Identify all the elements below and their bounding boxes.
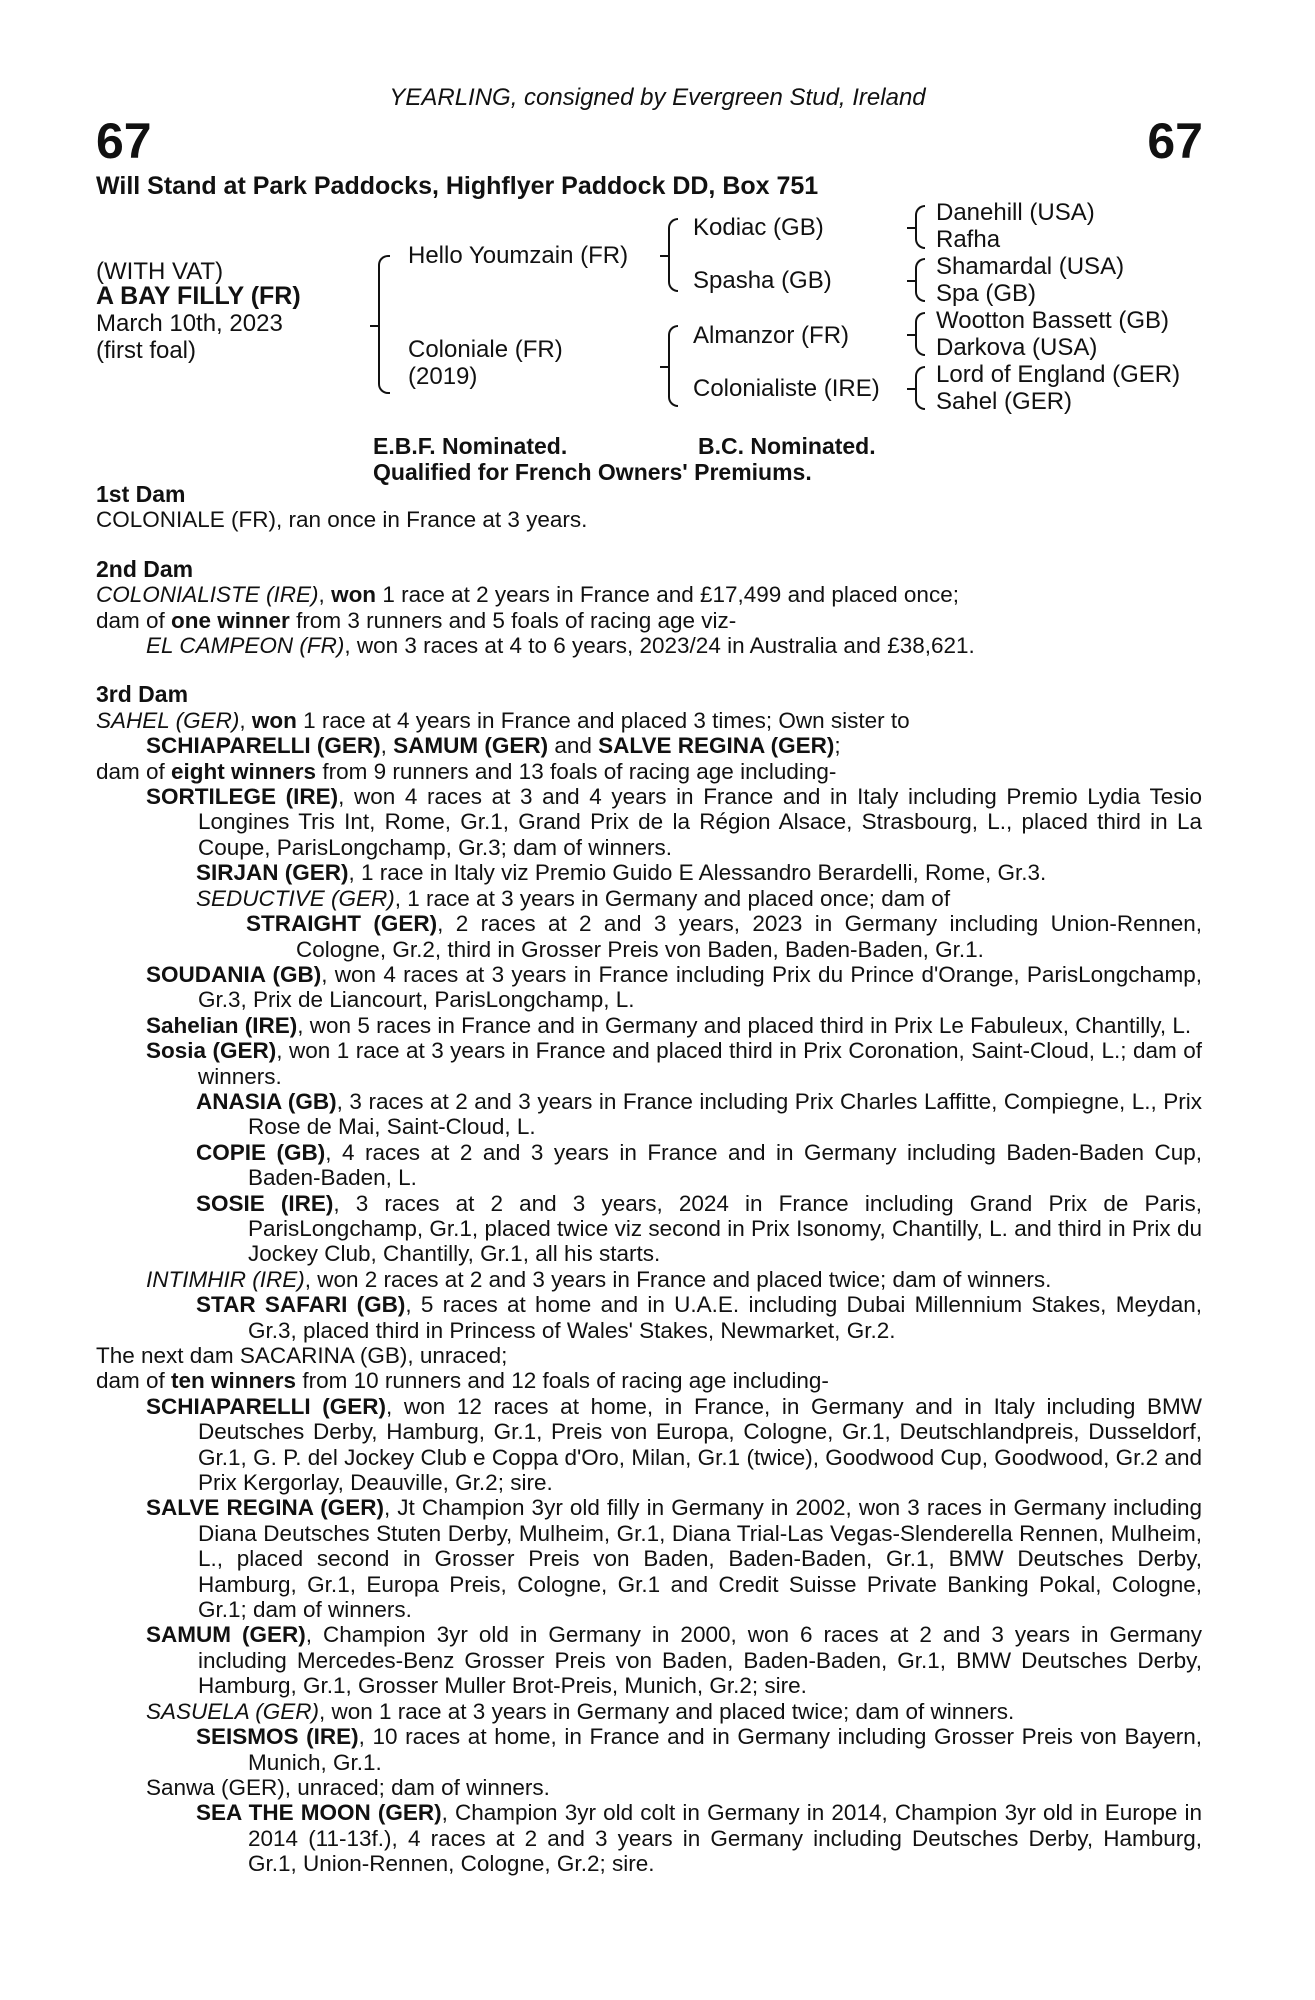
ggp-2: Rafha	[936, 226, 1001, 253]
produce-name: INTIMHIR (IRE)	[146, 1266, 305, 1292]
own-sisters	[96, 733, 1202, 758]
sire: Hello Youmzain (FR)	[408, 242, 629, 269]
ggp-8: Sahel (GER)	[936, 388, 1073, 415]
produce-entry	[96, 962, 1202, 1013]
catalogue-body	[96, 482, 1202, 1877]
produce-record: , won 1 race at 3 years in Germany and placed twice; dam of winners.	[318, 1698, 1015, 1724]
produce-record: , Jt Champion 3yr old filly in Germany in 2002, won 3 races in Germany including Diana Deutsches Stuten Derby, Mulheim, Gr.1, Diana Trial-Las Vegas-Slenderella Rennen, Mulheim, L., placed second in Grosser Preis von Baden, Baden-Baden, Gr.1, BMW Deutsches Derby, Hamburg, Gr.1, Europa Preis, Cologne, Gr.1 and Credit Suisse Private Banking Pokal, Cologne, Gr.1; dam of winners.	[198, 1495, 1202, 1623]
produce-name: SASUELA (GER)	[146, 1698, 319, 1724]
produce-record: , Champion 3yr old in Germany in 2000, won 6 races at 2 and 3 years in Germany including Mercedes-Benz Grosser Preis von Baden, Baden-Baden, Gr.1, BMW Deutsches Derby, Hamburg, Gr.1, Grosser Muller Brot-Preis, Munich, Gr.2; sire.	[198, 1622, 1203, 1699]
produce-entry	[96, 1013, 1202, 1038]
winners-count: ten winners	[171, 1368, 297, 1394]
produce-name: Sahelian (IRE)	[146, 1012, 298, 1038]
one-winner: one winner	[171, 607, 290, 633]
produce-name: Sosia (GER)	[146, 1038, 277, 1064]
produce-record: , 2 races at 2 and 3 years, 2023 in Germany including Union-Rennen, Cologne, Gr.2, third in Grosser Preis von Baden, Baden-Baden, Gr.1.	[296, 911, 1202, 962]
text-span: dam of	[96, 758, 172, 784]
second-dam-produce	[96, 633, 1202, 658]
ggp-3: Shamardal (USA)	[936, 253, 1125, 280]
produce-record: , won 3 races at 4 to 6 years, 2023/24 in Australia and £38,621.	[344, 633, 975, 659]
produce-name: SIRJAN (GER)	[196, 860, 349, 886]
produce-record: , Champion 3yr old colt in Germany in 2014, Champion 3yr old in Europe in 2014 (11-13f.), 4 races at 2 and 3 years in Germany including Deutsches Derby, Hamburg, Gr.1, Union-Rennen, Cologne, Gr.2; sire.	[248, 1800, 1202, 1877]
french-premiums: Qualified for French Owners' Premiums.	[373, 459, 812, 485]
produce-record: , 10 races at home, in France and in Germany including Grosser Preis von Bayern, Munich, Gr.1.	[248, 1724, 1202, 1775]
dam: Coloniale (FR)	[408, 336, 563, 363]
produce-name: SALVE REGINA (GER)	[146, 1495, 384, 1521]
ggp-brace-2	[915, 258, 925, 302]
produce-name: SOSIE (IRE)	[196, 1190, 334, 1216]
produce-entry: Sanwa (GER), unraced; dam of winners.	[146, 1774, 550, 1800]
ggp-6: Darkova (USA)	[936, 334, 1098, 361]
produce-entry	[96, 1292, 1202, 1343]
produce-record: , 3 races at 2 and 3 years in France including Prix Charles Laffitte, Compiegne, L., Prix Rose de Mai, Saint-Cloud, L.	[248, 1088, 1203, 1140]
produce-entry	[96, 1394, 1202, 1496]
produce-name: SEA THE MOON (GER)	[196, 1800, 442, 1826]
produce-entry	[96, 1622, 1202, 1698]
produce-entry	[96, 1800, 1202, 1876]
text-span: and	[548, 733, 599, 759]
first-dam-heading: 1st Dam	[96, 481, 186, 507]
produce-record: , won 2 races at 2 and 3 years in France and placed twice; dam of winners.	[304, 1266, 1052, 1292]
produce-entry	[96, 911, 1202, 962]
sibling-name: SALVE REGINA (GER)	[598, 733, 835, 759]
ggp-7: Lord of England (GER)	[936, 361, 1181, 388]
produce-name: SEISMOS (IRE)	[196, 1724, 359, 1750]
sire-brace	[668, 218, 678, 292]
text-span: from 3 runners and 5 foals of racing age viz-	[289, 607, 737, 633]
ggp-brace-1	[915, 205, 925, 249]
ggp-brace-3	[915, 312, 925, 356]
produce-entry	[96, 1191, 1202, 1267]
produce-name: SCHIAPARELLI (GER)	[146, 1393, 386, 1419]
produce-entry	[96, 1267, 1202, 1292]
text-span: dam of	[96, 1368, 172, 1394]
produce-entry	[96, 1038, 1202, 1089]
lot-number-left: 67	[96, 113, 152, 169]
produce-entry	[96, 1495, 1202, 1622]
produce-name: SORTILEGE (IRE)	[146, 784, 339, 810]
stand-location: Will Stand at Park Paddocks, Highflyer Paddock DD, Box 751	[96, 172, 819, 200]
sibling-name: SCHIAPARELLI (GER)	[146, 733, 381, 759]
foal-note: (first foal)	[96, 337, 197, 364]
foaling-date: March 10th, 2023	[96, 310, 283, 337]
second-dam-heading: 2nd Dam	[96, 555, 194, 582]
lot-number-right: 67	[1147, 113, 1203, 169]
second-dam-line-1: COLONIALISTE (IRE), won 1 race at 2 years in France and £17,499 and placed once;	[96, 582, 959, 608]
winners-count: eight winners	[171, 758, 317, 784]
produce-entry	[96, 784, 1202, 860]
ebf-nomination: E.B.F. Nominated.	[373, 433, 568, 459]
produce-record: , won 12 races at home, in France, in Germany and in Italy including BMW Deutsches Derby, Hamburg, Gr.1, Preis von Europa, Cologne, Gr.1, Deutschlandpreis, Dusseldorf, Gr.1, G. P. del Jockey Club e Coppa d'Oro, Milan, Gr.1 (twice), Goodwood Cup, Goodwood, Gr.2 and Prix Kergorlay, Deauville, Gr.2; sire.	[198, 1393, 1202, 1496]
second-dam-name: COLONIALISTE (IRE)	[96, 582, 319, 608]
third-dam-sahel: SAHEL (GER), won 1 race at 4 years in France and placed 3 times; Own sister to	[96, 707, 910, 733]
third-dam-heading: 3rd Dam	[96, 681, 189, 708]
second-dam-record: 1 race at 2 years in France and £17,499 and placed once;	[376, 582, 959, 608]
produce-name: COPIE (GB)	[196, 1139, 326, 1165]
text-span: from 10 runners and 12 foals of racing age including-	[296, 1368, 829, 1394]
second-dam-line-2	[96, 608, 1202, 633]
dam-brace	[668, 325, 678, 407]
text-span: dam of	[96, 607, 172, 633]
sire-dam: Spasha (GB)	[693, 267, 832, 294]
consignor-subtitle: YEARLING, consigned by Evergreen Stud, Ireland	[389, 84, 926, 111]
produce-record: , 3 races at 2 and 3 years, 2024 in France including Grand Prix de Paris, ParisLongchamp, Gr.1, placed twice viz second in Prix Isonomy, Chantilly, L. and third in Prix du Jockey Club, Chantilly, Gr.1, all his starts.	[248, 1190, 1202, 1267]
produce-name: SAMUM (GER)	[146, 1622, 306, 1648]
dam-sire: Almanzor (FR)	[693, 322, 850, 349]
sibling-name: SAMUM (GER)	[393, 733, 549, 759]
ggp-4: Spa (GB)	[936, 280, 1037, 307]
text-span: from 9 runners and 13 foals of racing age including-	[316, 758, 837, 784]
vat-note: (WITH VAT)	[96, 258, 224, 285]
next-dam-line: The next dam SACARINA (GB), unraced;	[96, 1343, 508, 1368]
produce-name: SOUDANIA (GB)	[146, 961, 322, 987]
produce-record: , 1 race at 3 years in Germany and placed once; dam of	[394, 885, 951, 911]
third-dam-summary	[96, 759, 1202, 784]
produce-record: , won 1 race at 3 years in France and placed third in Prix Coronation, Saint-Cloud, L.; dam of winners.	[198, 1038, 1202, 1089]
produce-record: , 4 races at 2 and 3 years in France and in Germany including Baden-Baden Cup, Baden-Baden, L.	[248, 1139, 1202, 1191]
produce-name: EL CAMPEON (FR)	[146, 633, 345, 659]
produce-name: STRAIGHT (GER)	[246, 911, 438, 937]
won: won	[251, 707, 297, 733]
ggp-5: Wootton Bassett (GB)	[936, 307, 1169, 334]
produce-entry	[96, 1724, 1202, 1775]
first-dam-text: COLONIALE (FR), ran once in France at 3 years.	[96, 507, 588, 533]
produce-entry	[96, 1699, 1202, 1724]
produce-record: , 1 race in Italy viz Premio Guido E Alessandro Berardelli, Rome, Gr.3.	[348, 860, 1047, 886]
produce-entry	[96, 860, 1202, 885]
dam-year: (2019)	[408, 363, 478, 390]
text-span: ,	[380, 733, 394, 759]
produce-record: , won 4 races at 3 years in France including Prix du Prince d'Orange, ParisLongchamp, Gr.3, Prix de Liancourt, ParisLongchamp, L.	[198, 961, 1202, 1013]
produce-entry	[96, 1140, 1202, 1191]
second-dam-won: won	[331, 582, 377, 608]
produce-name: SEDUCTIVE (GER)	[196, 885, 395, 911]
next-dam-summary	[96, 1368, 1202, 1393]
produce-entry	[96, 886, 1202, 911]
produce-name: STAR SAFARI (GB)	[196, 1292, 406, 1318]
record: 1 race at 4 years in France and placed 3 times; Own sister to	[296, 707, 910, 733]
produce-entry	[96, 1089, 1202, 1140]
produce-record: , 5 races at home and in U.A.E. including Dubai Millennium Stakes, Meydan, Gr.3, placed third in Princess of Wales' Stakes, Newmarket, Gr.2.	[248, 1292, 1203, 1343]
produce-record: , won 5 races in France and in Germany and placed third in Prix Le Fabuleux, Chantilly, L.	[297, 1012, 1192, 1038]
pedigree-brace	[378, 255, 390, 394]
horse-name: A BAY FILLY (FR)	[96, 282, 301, 310]
produce-name: ANASIA (GB)	[196, 1088, 337, 1114]
produce-record: , won 4 races at 3 and 4 years in France and in Italy including Premio Lydia Tesio Longines Tris Int, Rome, Gr.1, Grand Prix de la Région Alsace, Strasbourg, L., placed third in La Coupe, ParisLongchamp, Gr.3; dam of winners.	[198, 784, 1202, 860]
sire-sire: Kodiac (GB)	[693, 214, 824, 241]
bc-nomination: B.C. Nominated.	[698, 433, 876, 459]
ggp-brace-4	[915, 366, 925, 410]
dam-dam: Colonialiste (IRE)	[693, 375, 880, 402]
text-span: ;	[834, 733, 841, 759]
ggp-1: Danehill (USA)	[936, 199, 1095, 226]
dam-name: SAHEL (GER)	[96, 707, 240, 733]
